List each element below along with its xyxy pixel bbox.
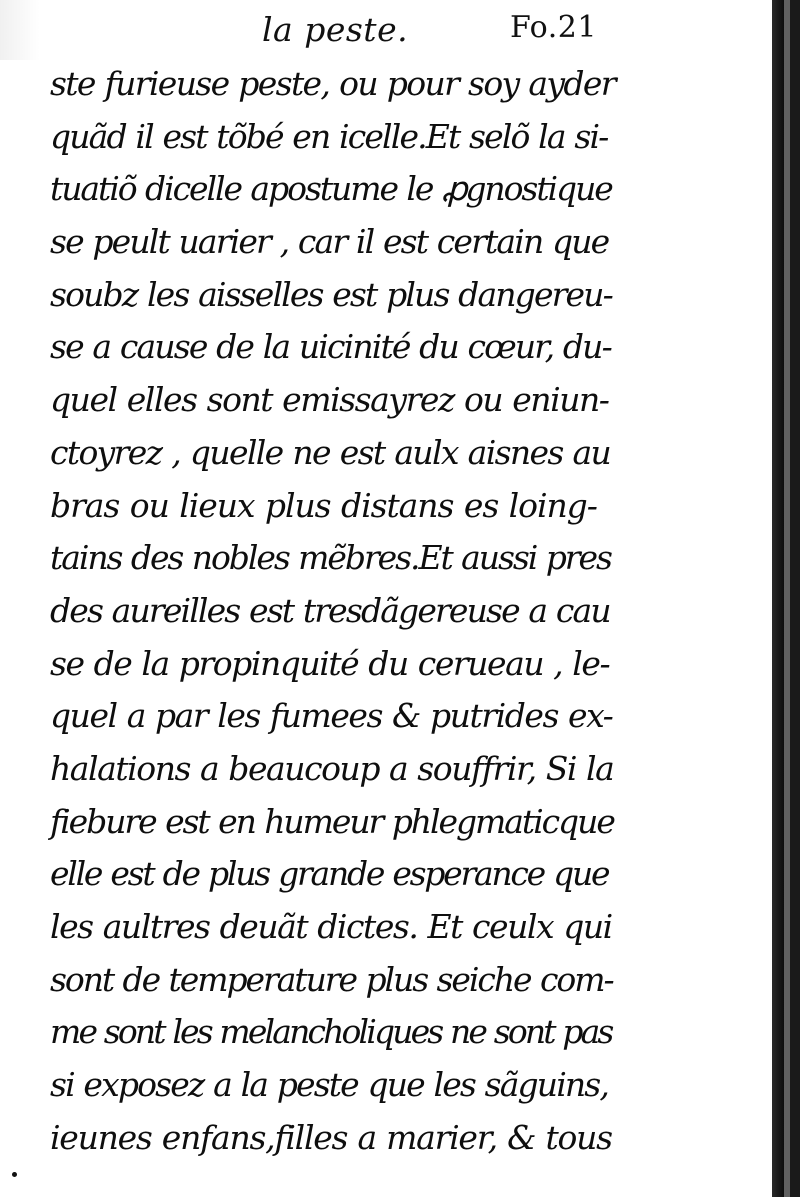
book-spine-edge — [790, 0, 800, 1197]
text-line: quel a par les fumees & putrides ex- — [50, 696, 613, 736]
page-edge-shadow — [772, 0, 784, 1197]
text-line: les aultres deuãt dictes. Et ceulx qui — [50, 907, 612, 946]
text-line: soubz les aisselles est plus dangereu- — [50, 274, 612, 314]
running-title: la peste. — [262, 10, 409, 49]
text-line: se a cause de la uicinité du cœur, du- — [50, 327, 611, 367]
text-line: elle est de plus grande esperance que — [50, 854, 609, 894]
text-line: halations a beaucoup a souffrir, Si la — [50, 748, 614, 788]
text-line: sont de temperature plus seiche com- — [50, 959, 613, 999]
text-line: se peult uarier , car il est certain que — [50, 222, 609, 262]
text-line: ctoyrez , quelle ne est aulx aisnes au — [50, 432, 611, 472]
text-line: des aureilles est tresdãgereuse a cau — [50, 590, 610, 630]
text-line: me sont les melancholiques ne sont pas — [50, 1012, 612, 1052]
text-line: ste furieuse peste, ou pour soy ayder — [50, 64, 615, 103]
text-line: bras ou lieux plus distans es loing- — [50, 485, 597, 525]
text-line: quãd il est tõbé en icelle.Et selõ la si- — [50, 116, 608, 156]
text-line: quel elles sont emissayrez ou eniun- — [50, 380, 609, 420]
body-text — [50, 58, 615, 1164]
text-line: tuatiõ dicelle apostume le ꝓgnostique — [50, 169, 612, 209]
text-line: fiebure est en humeur phlegmaticque — [50, 801, 614, 841]
text-line: si exposez a la peste que les sãguins, — [50, 1065, 609, 1105]
text-line: se de la propinquité du cerueau , le- — [50, 643, 610, 683]
page-header — [0, 8, 772, 52]
folio-number: Fo.21 — [510, 10, 597, 45]
text-line: ieunes enfans,filles a marier, & tous — [50, 1117, 612, 1157]
ink-speck — [12, 1172, 17, 1177]
text-line: tains des nobles mẽbres.Et aussi pres — [50, 538, 611, 578]
